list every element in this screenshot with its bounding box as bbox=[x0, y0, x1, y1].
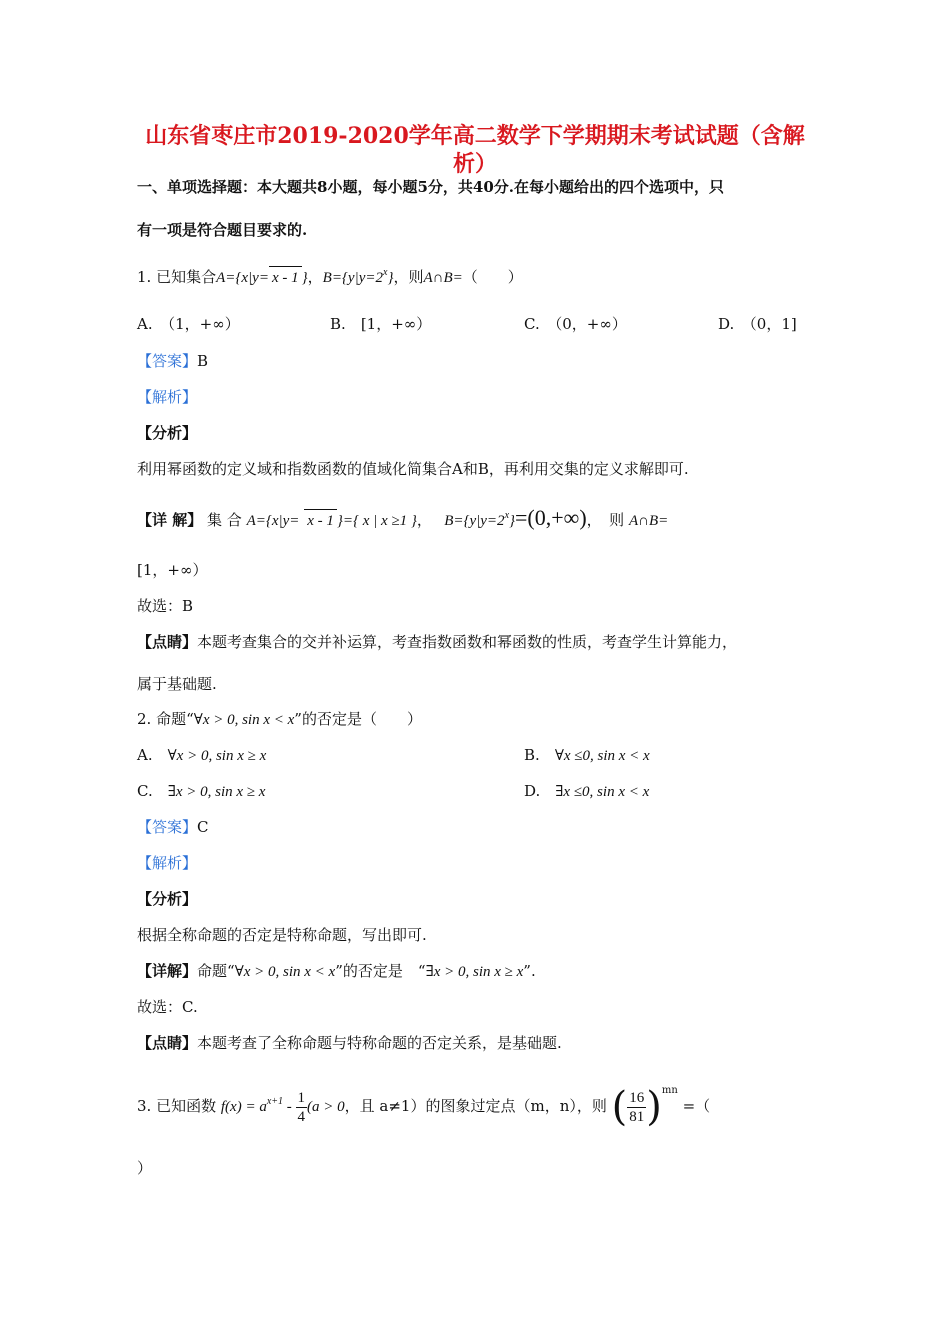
q1-option-c: C. （0，+∞） bbox=[524, 315, 627, 333]
q1-answer: 【答案】B bbox=[137, 352, 209, 370]
q1-stem: 1. 已知集合A={x|y= x - 1 }，$B=\{y|y=2^x\}$，则A∩B=（ ） bbox=[137, 262, 523, 289]
q1-number: 1. bbox=[137, 268, 152, 286]
q2-fenxi-text: 根据全称命题的否定是特称命题，写出即可. bbox=[137, 926, 427, 944]
q2-stem: 2. 命题“∀x > 0, sin x < x”的否定是（ ） bbox=[137, 710, 422, 728]
section-heading-line1: 一、单项选择题：本大题共8小题，每小题5分，共40分.在每小题给出的四个选项中，只 bbox=[137, 178, 724, 196]
q1-detail: 【详 解】 集 合 A={x|y= x - 1 }={ x | x ≥1 }， $B=\{y|y=2^x\}=(0,+\infty)$， 则 A∩B= bbox=[137, 505, 669, 530]
q1-dianjing-line2: 属于基础题. bbox=[137, 675, 217, 693]
document-title-line1: 山东省枣庄市2019-2020学年高二数学下学期期末考试试题（含解 bbox=[145, 123, 805, 149]
q1-fenxi-text: 利用幂函数的定义域和指数函数的值域化简集合A和B，再利用交集的定义求解即可. bbox=[137, 460, 689, 478]
q1-option-b: B. [1，+∞） bbox=[330, 315, 432, 333]
q1-choose: 故选：B bbox=[137, 597, 194, 615]
fraction-one-quarter: $\frac{1}{4}$ bbox=[297, 1089, 306, 1125]
q3-close-paren: ） bbox=[137, 1159, 153, 1177]
q2-choose: 故选：C. bbox=[137, 998, 198, 1016]
q2-analysis-tag: 【解析】 bbox=[137, 854, 198, 872]
q1-dianjing: 【点睛】本题考查集合的交并补运算，考查指数函数和幂函数的性质，考查学生计算能力， bbox=[137, 633, 738, 651]
q2-option-a: A. ∀x > 0, sin x ≥ x bbox=[137, 746, 267, 764]
q1-detail-result: [1，+∞） bbox=[137, 561, 208, 579]
section-heading-line2: 有一项是符合题目要求的. bbox=[137, 221, 308, 239]
q2-detail: 【详解】命题“∀x > 0, sin x < x”的否定是 “∃x > 0, sin x ≥ x”. bbox=[137, 962, 536, 980]
q2-option-b: B. ∀x ≤0, sin x < x bbox=[524, 746, 650, 764]
q2-option-c: C. ∃x > 0, sin x ≥ x bbox=[137, 782, 266, 800]
q2-number: 2. bbox=[137, 710, 152, 728]
document-title-line2: 析） bbox=[452, 151, 497, 177]
q1-fenxi-tag: 【分析】 bbox=[137, 424, 198, 442]
fraction-16-81: $\frac{16}{81}$ bbox=[629, 1089, 645, 1125]
q2-fenxi-tag: 【分析】 bbox=[137, 890, 198, 908]
q2-dianjing: 【点睛】本题考查了全称命题与特称命题的否定关系，是基础题. bbox=[137, 1034, 562, 1052]
q1-option-a: A. （1，+∞） bbox=[137, 315, 240, 333]
sqrt-expression: x - 1 bbox=[269, 266, 302, 289]
q3-number: 3. bbox=[137, 1097, 152, 1115]
q1-analysis-tag: 【解析】 bbox=[137, 388, 198, 406]
q1-option-d: D. （0，1] bbox=[718, 315, 797, 333]
q2-answer: 【答案】C bbox=[137, 818, 209, 836]
q3-stem: 3. 已知函数 $f(x) = a^{x+1}$ - $\frac{1}{4}$ (a > 0，且 a≠1）的图象过定点（m，n），则 ( $\frac{16}{81}$ )$^{mn}$ =（ bbox=[137, 1084, 711, 1130]
q2-option-d: D. ∃x ≤0, sin x < x bbox=[524, 782, 650, 800]
